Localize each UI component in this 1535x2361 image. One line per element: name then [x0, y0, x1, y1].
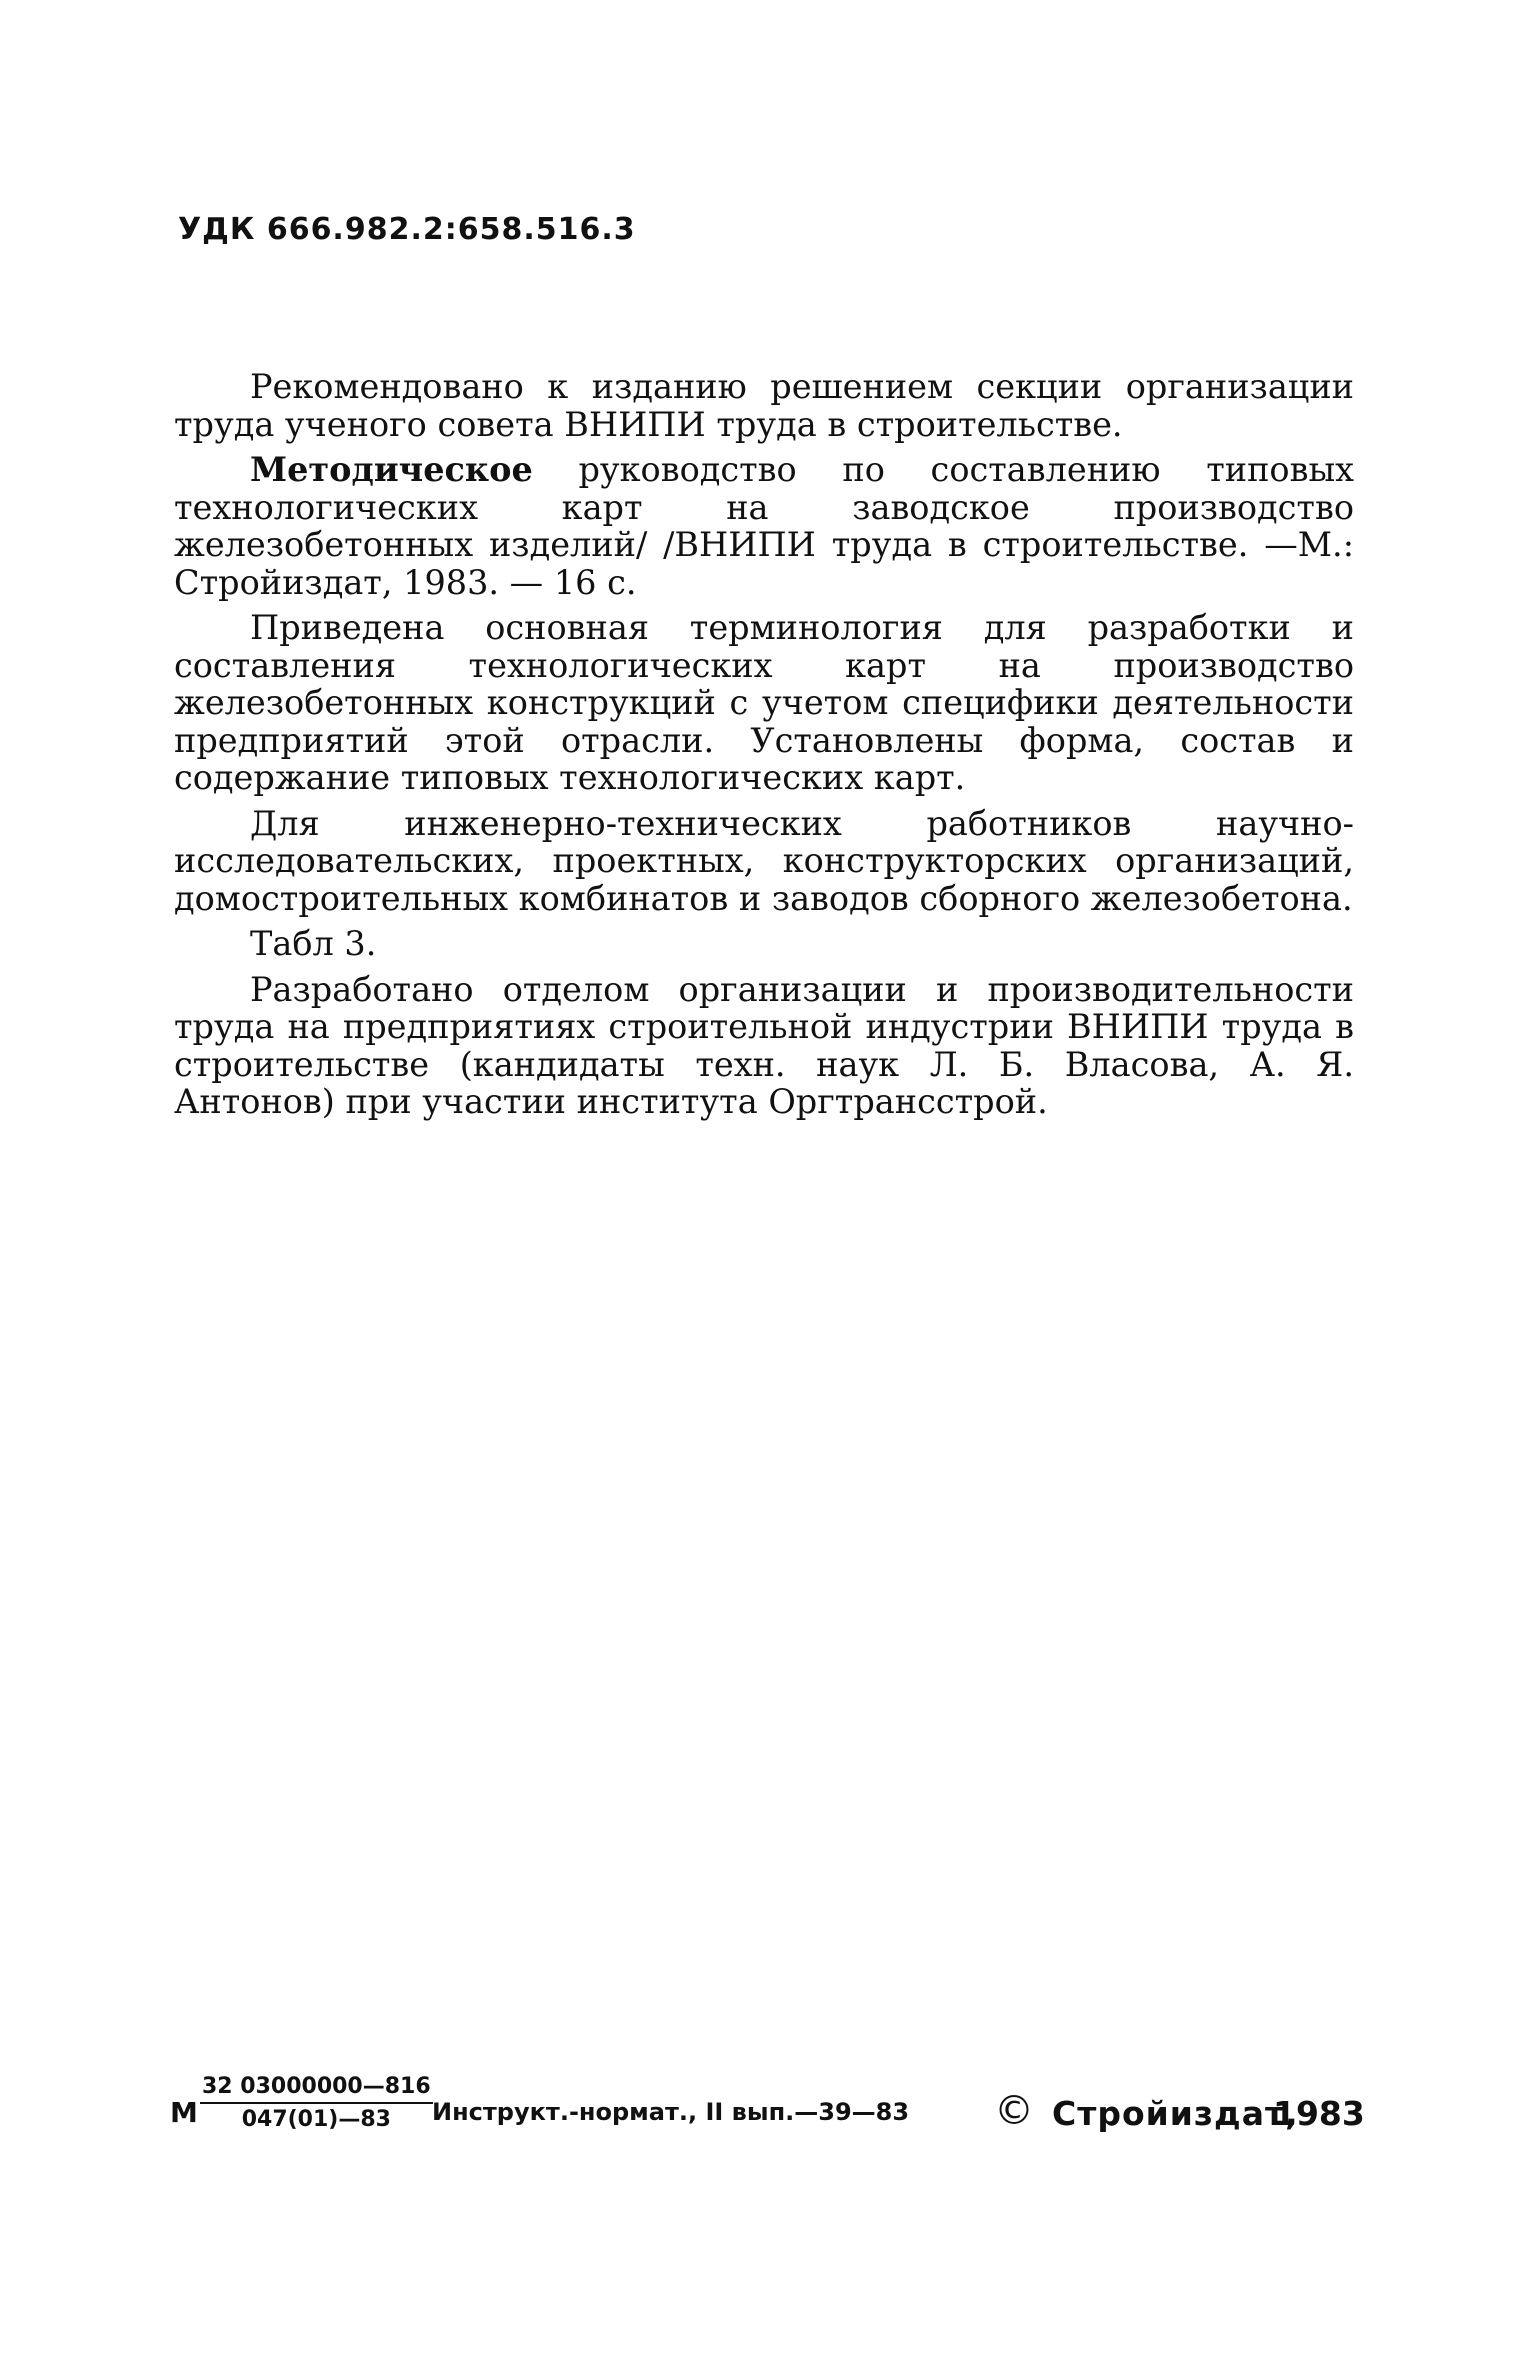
paragraph-audience: [174, 805, 1354, 918]
fraction-numerator: 32 03000000—816: [200, 2074, 433, 2104]
imprint-instruction: Инструкт.-нормат., II вып.—39—83: [432, 2098, 910, 2126]
paragraph-lead: Методическое: [250, 450, 533, 489]
paragraph-text: Табл 3.: [250, 924, 377, 963]
fraction-denominator: 047(01)—83: [241, 2107, 391, 2132]
paragraph-text: руководство по составлению типовых технологических карт на заводское производство железобетонных изделий/ /ВНИПИ труда в строительстве. —М.: Стройиздат, 1983. — 16 с.: [174, 450, 1354, 602]
paragraph-summary: [174, 609, 1354, 797]
copyright-icon: ©: [994, 2088, 1034, 2134]
imprint-footer: [170, 2064, 1370, 2144]
annotation-text: [174, 368, 1354, 1129]
paragraph-recommendation: [174, 368, 1354, 443]
paragraph-text: Разработано отделом организации и производительности труда на предприятиях строительной индустрии ВНИПИ труда в строительстве (кандидаты техн. наук Л. Б. Власова, А. Я. Антонов) при участии института Оргтрансстрой.: [174, 969, 1354, 1121]
imprint-fraction: [200, 2074, 433, 2133]
paragraph-bibliographic: [174, 451, 1354, 601]
paragraph-text: Рекомендовано к изданию решением секции организации труда ученого совета ВНИПИ труда в строительстве.: [174, 367, 1354, 444]
paragraph-text: Для инженерно-технических работников научно-исследовательских, проектных, конструкторских организаций, домостроительных комбинатов и заводов сборного железобетона.: [174, 803, 1354, 918]
paragraph-tables: [174, 925, 1354, 963]
imprint-m-letter: М: [170, 2096, 198, 2129]
udk-code: УДК 666.982.2:658.516.3: [178, 212, 636, 247]
imprint-publisher: Стройиздат,: [1052, 2094, 1299, 2133]
paragraph-authors: [174, 971, 1354, 1121]
imprint-year: 1983: [1273, 2094, 1365, 2133]
paragraph-text: Приведена основная терминология для разработки и составления технологических карт на производство железобетонных конструкций с учетом специфики деятельности предприятий этой отрасли. Установлены форма, состав и содержание типовых технологических карт.: [174, 608, 1354, 797]
